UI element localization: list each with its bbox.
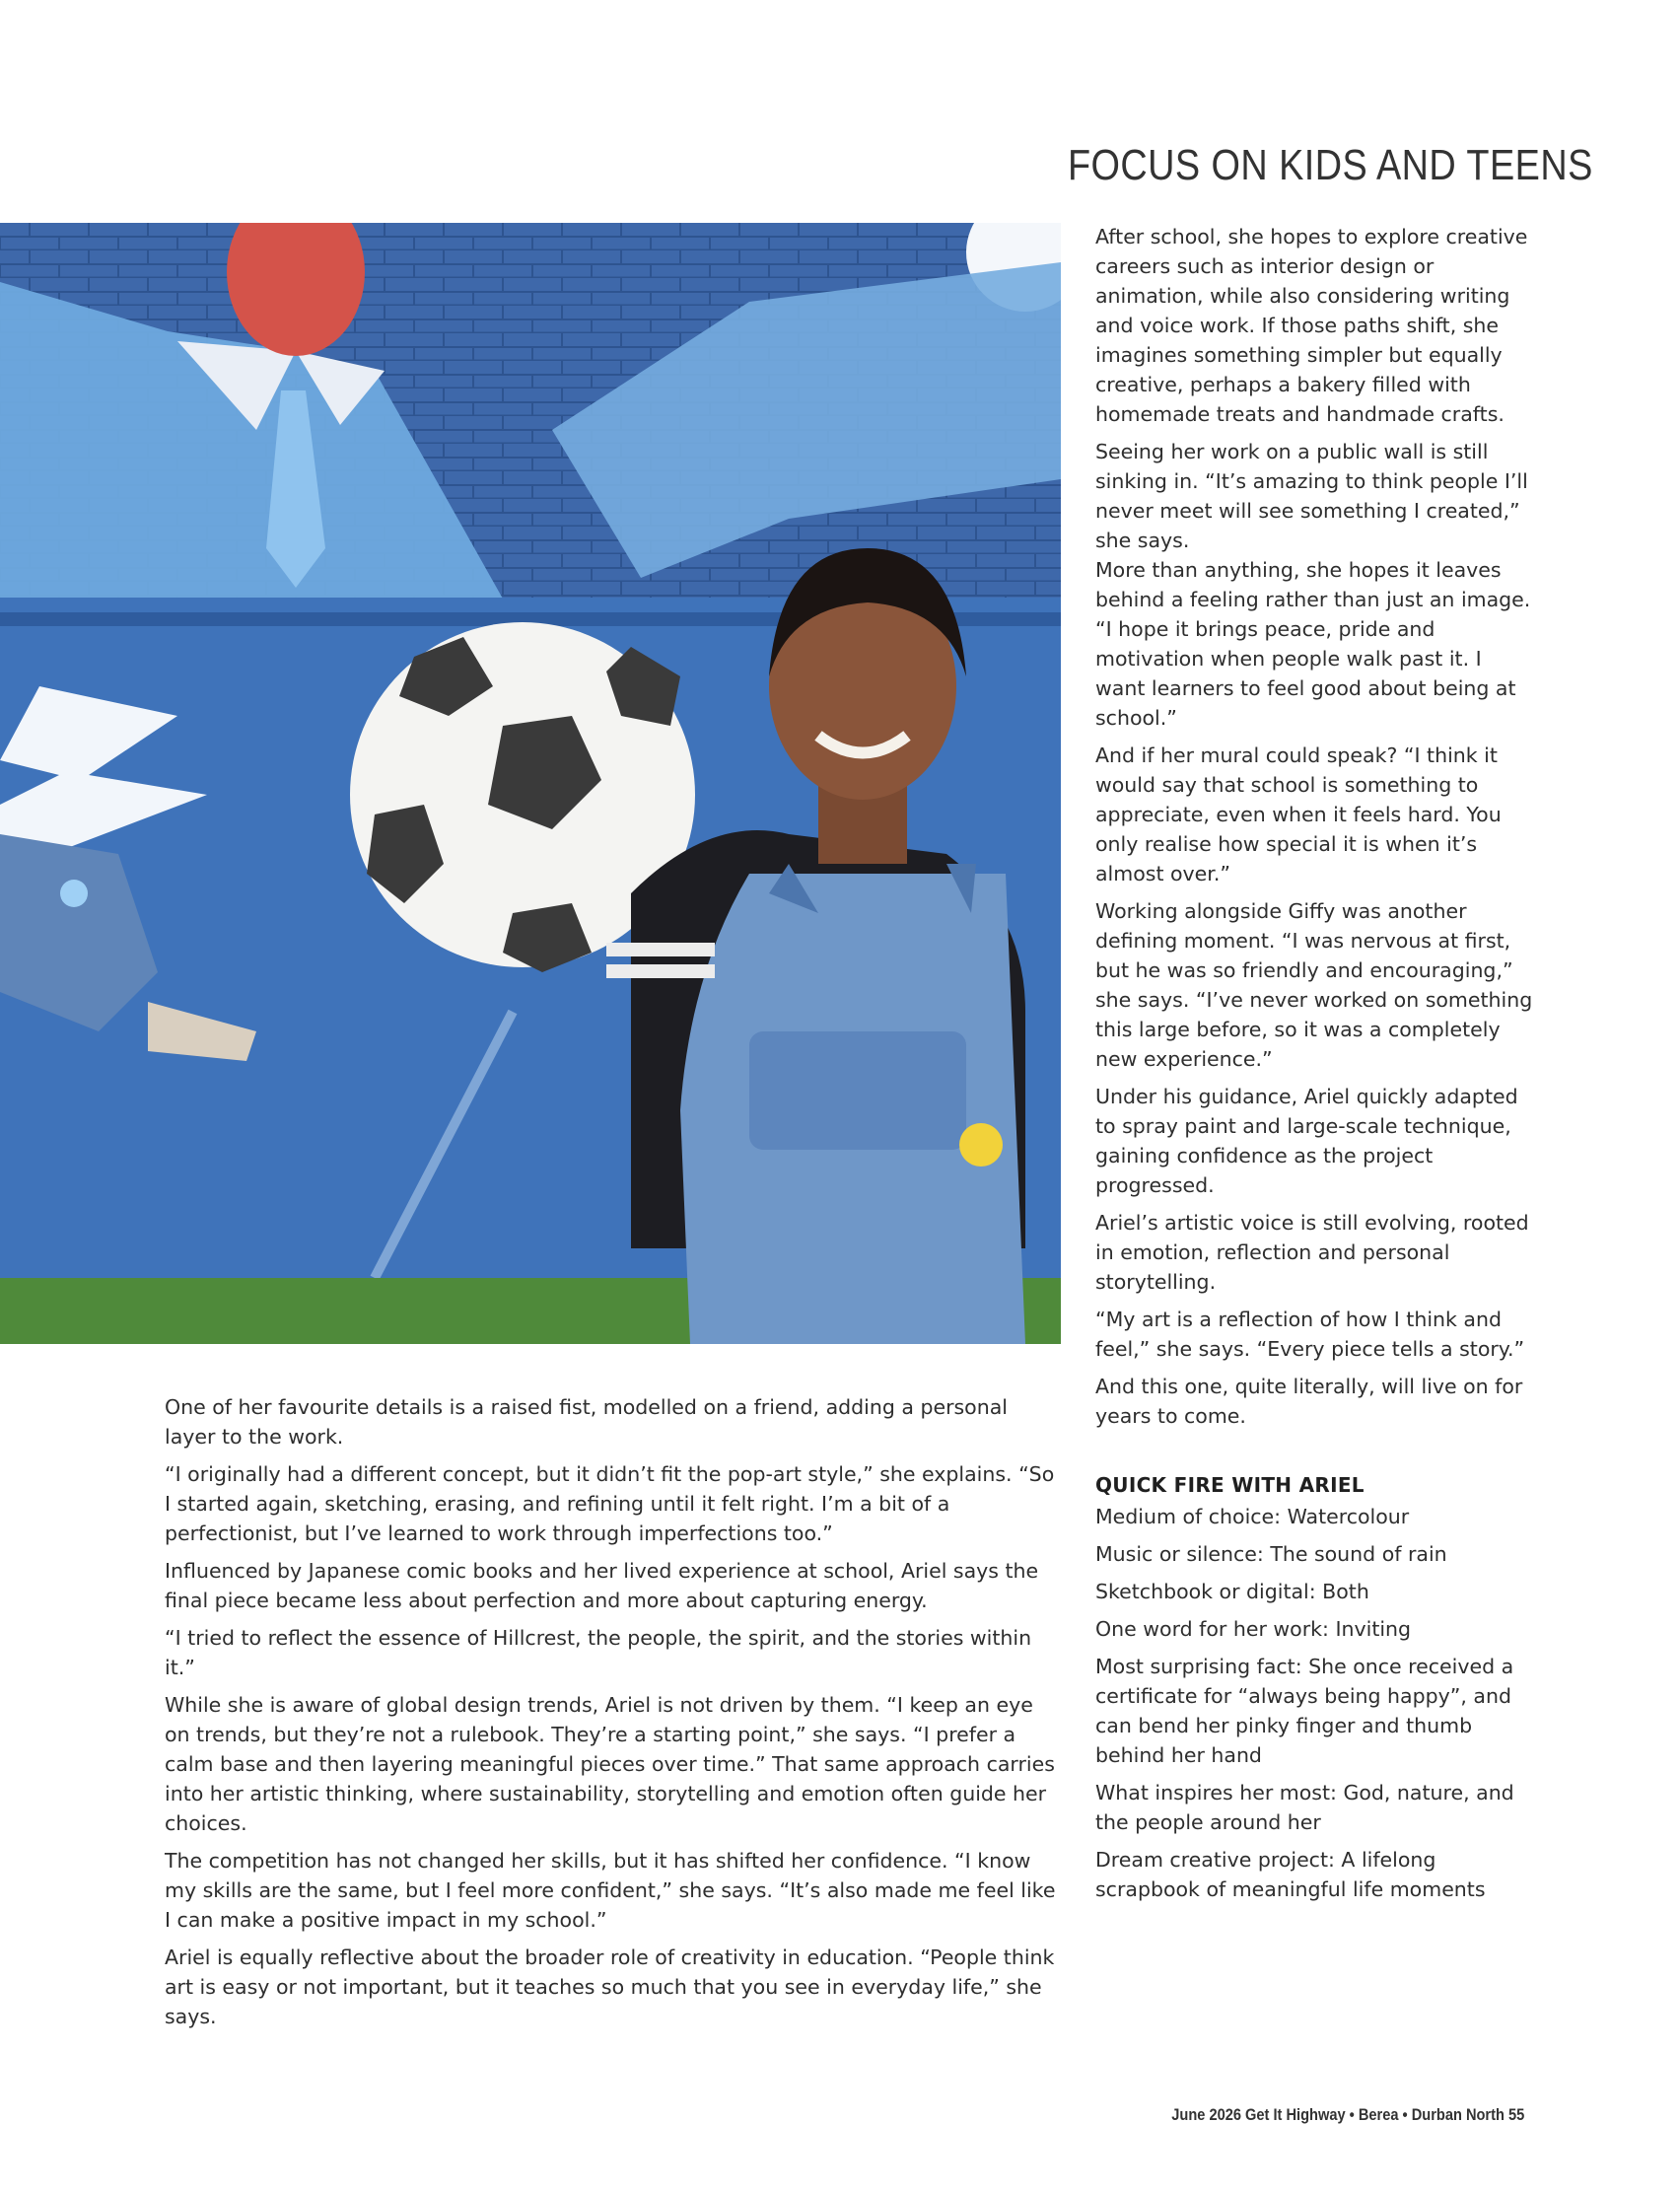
quick-fire-item: One word for her work: Inviting bbox=[1095, 1617, 1412, 1641]
quick-fire-heading: QUICK FIRE WITH ARIEL bbox=[1095, 1473, 1365, 1497]
article-paragraph: One of her favourite details is a raised fist, modelled on a friend, adding a personal layer to the work. bbox=[165, 1395, 1008, 1449]
article-paragraph: “My art is a reflection of how I think and feel,” she says. “Every piece tells a story.” bbox=[1095, 1308, 1525, 1361]
article-paragraph: Ariel’s artistic voice is still evolving, rooted in emotion, reflection and personal storytelling. bbox=[1095, 1211, 1529, 1294]
section-title: FOCUS ON KIDS AND TEENS bbox=[1068, 141, 1593, 189]
mural-photo bbox=[0, 223, 1061, 1344]
article-paragraph: And if her mural could speak? “I think it would say that school is something to appreciate, even when it feels hard. You only realise how special it is when it’s almost over.” bbox=[1095, 743, 1502, 885]
quick-fire-item: Medium of choice: Watercolour bbox=[1095, 1505, 1410, 1528]
quick-fire-item: Dream creative project: A lifelong scrapbook of meaningful life moments bbox=[1095, 1848, 1486, 1901]
quick-fire-item: What inspires her most: God, nature, and the people around her bbox=[1095, 1781, 1514, 1834]
article-paragraph: “I originally had a different concept, but it didn’t fit the pop-art style,” she explains. “So I started again, sketching, erasing, and refining until it felt right. I’m a bit of a perfectionist, but I’ve learned to work through imperfections too.” bbox=[165, 1462, 1055, 1545]
article-paragraph: The competition has not changed her skills, but it has shifted her confidence. “I know my skills are the same, but I feel more confident,” she says. “It’s also made me feel like I can make a positive impact in my school.” bbox=[165, 1849, 1056, 1932]
article-paragraph: Working alongside Giffy was another defining moment. “I was nervous at first, but he was so friendly and encouraging,” she says. “I’ve never worked on something this large before, so it was a completely new experience.” bbox=[1095, 899, 1533, 1071]
mural-photo-illustration bbox=[0, 223, 1061, 1344]
page-footer: June 2026 Get It Highway • Berea • Durban North 55 bbox=[1171, 2105, 1524, 2124]
article-paragraph: Under his guidance, Ariel quickly adapted to spray paint and large-scale technique, gaining confidence as the project progressed. bbox=[1095, 1085, 1518, 1197]
quick-fire-item: Most surprising fact: She once received a certificate for “always being happy”, and can bend her pinky finger and thumb behind her hand bbox=[1095, 1655, 1514, 1767]
article-paragraph: While she is aware of global design trends, Ariel is not driven by them. “I keep an eye on trends, but they’re not a rulebook. They’re a starting point,” she says. “I prefer a calm base and then layering meaningful pieces over time.” That same approach carries into her artistic thinking, where sustainability, storytelling and emotion often guide her choices. bbox=[165, 1693, 1055, 1835]
left-column bbox=[165, 1392, 1057, 2039]
right-column bbox=[1095, 222, 1534, 1912]
article-paragraph: Ariel is equally reflective about the broader role of creativity in education. “People think art is easy or not important, but it teaches so much that you see in everyday life,” she says. bbox=[165, 1945, 1055, 2028]
article-paragraph: More than anything, she hopes it leaves behind a feeling rather than just an image. bbox=[1095, 558, 1531, 611]
article-paragraph: And this one, quite literally, will live on for years to come. bbox=[1095, 1375, 1523, 1428]
quick-fire-item: Music or silence: The sound of rain bbox=[1095, 1542, 1447, 1566]
article-paragraph: “I tried to reflect the essence of Hillcrest, the people, the spirit, and the stories within it.” bbox=[165, 1626, 1032, 1679]
article-paragraph: After school, she hopes to explore creative careers such as interior design or animation, while also considering writing and voice work. If those paths shift, she imagines something simpler but equally creative, perhaps a bakery filled with homemade treats and handmade crafts. bbox=[1095, 225, 1528, 426]
quick-fire-item: Sketchbook or digital: Both bbox=[1095, 1580, 1369, 1603]
article-paragraph: Influenced by Japanese comic books and her lived experience at school, Ariel says the final piece became less about perfection and more about capturing energy. bbox=[165, 1559, 1039, 1612]
article-paragraph: “I hope it brings peace, pride and motivation when people walk past it. I want learners to feel good about being at school.” bbox=[1095, 617, 1516, 730]
article-paragraph: Seeing her work on a public wall is still sinking in. “It’s amazing to think people I’ll never meet will see something I created,” she says. bbox=[1095, 440, 1528, 552]
